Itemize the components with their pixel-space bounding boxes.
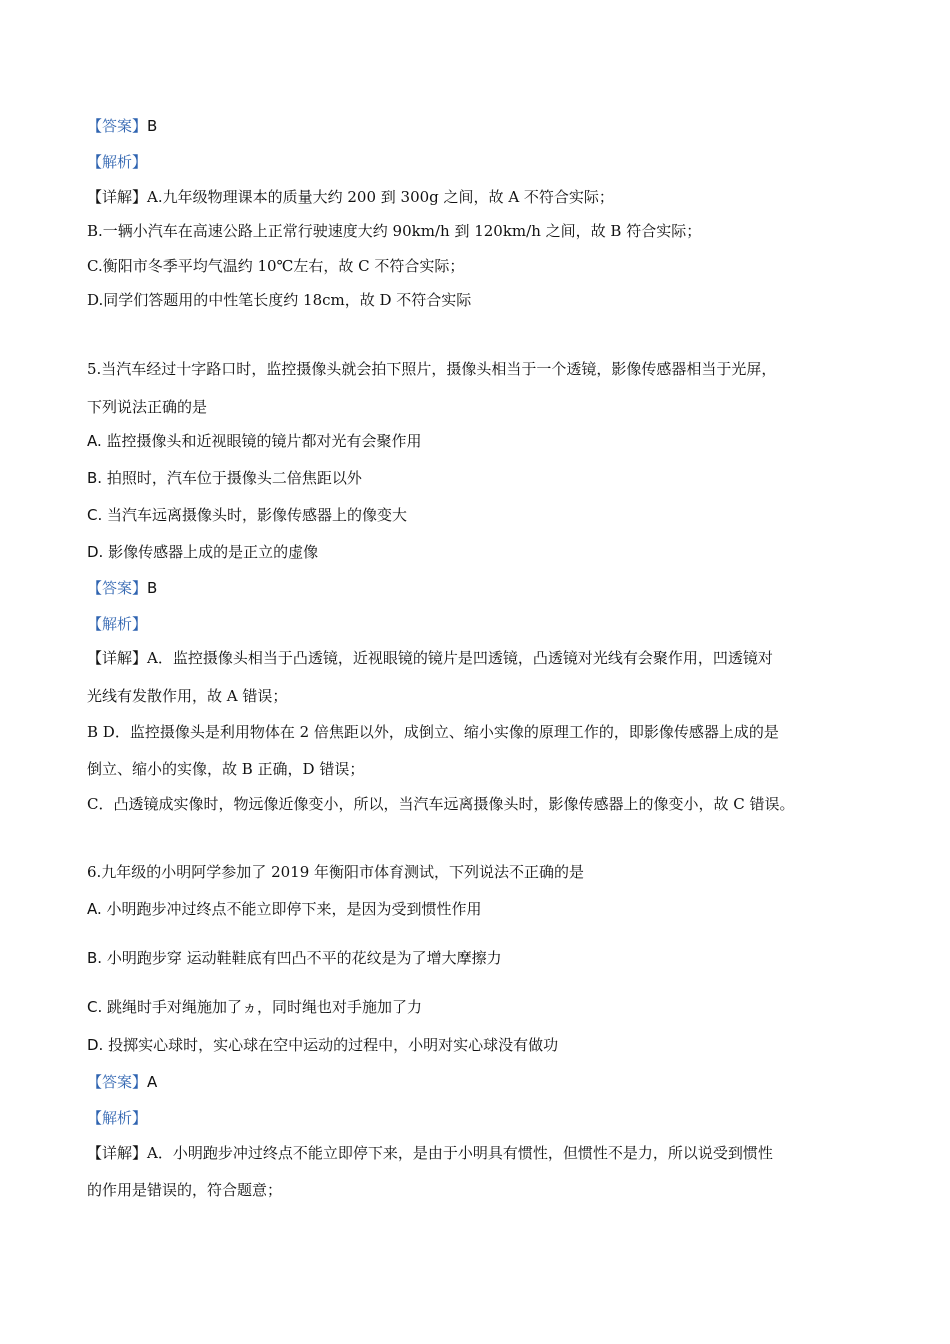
detail-text: A．小明跑步冲过终点不能立即停下来，是由于小明具有惯性，但惯性不是力，所以说受到惯性: [147, 1144, 773, 1162]
q5-detail-line-4: C．凸透镜成实像时，物远像近像变小，所以，当汽车远离摄像头时，影像传感器上的像变小，故 C 错误。: [87, 795, 795, 813]
q6-analysis: [87, 1108, 147, 1128]
q4-analysis: [87, 152, 147, 172]
q6-option-c: C. 跳绳时手对绳施加了ヵ，同时绳也对手施加了力: [87, 998, 423, 1016]
answer-tag: 【答案】: [87, 579, 148, 597]
q6-detail-line-0: [87, 1143, 773, 1163]
answer-value: B: [147, 117, 158, 135]
answer-value: A: [147, 1073, 158, 1091]
q5-detail-line-3: 倒立、缩小的实像，故 B 正确，D 错误；: [87, 760, 365, 778]
analysis-tag: 【解析】: [87, 1109, 148, 1127]
q6-option-a: A. 小明跑步冲过终点不能立即停下来，是因为受到惯性作用: [87, 900, 482, 918]
q5-detail-line-2: B D．监控摄像头是利用物体在 2 倍焦距以外，成倒立、缩小实像的原理工作的，即影像传感器上成的是: [87, 723, 779, 741]
q5-detail-line-0: [87, 648, 773, 668]
q6-detail-line-1: 的作用是错误的，符合题意；: [87, 1181, 283, 1199]
q4-detail-line-0: [87, 187, 614, 207]
q5-stem-line-1: 下列说法正确的是: [87, 398, 208, 416]
q5-analysis: [87, 614, 147, 634]
answer-tag: 【答案】: [87, 1073, 148, 1091]
detail-text: A.九年级物理课本的质量大约 200 到 300g 之间，故 A 不符合实际；: [147, 188, 614, 206]
detail-tag: 【详解】: [87, 188, 148, 206]
answer-tag: 【答案】: [87, 117, 148, 135]
q5-option-d: D. 影像传感器上成的是正立的虚像: [87, 543, 319, 561]
detail-text: A．监控摄像头相当于凸透镜，近视眼镜的镜片是凹透镜，凸透镜对光线有会聚作用，凹透镜对: [147, 649, 773, 667]
q4-detail-line-2: C.衡阳市冬季平均气温约 10℃左右，故 C 不符合实际；: [87, 257, 465, 275]
q4-detail-line-1: B.一辆小汽车在高速公路上正常行驶速度大约 90km/h 到 120km/h 之间，故 B 符合实际；: [87, 222, 702, 240]
q4-answer: [87, 116, 157, 136]
q5-option-c: C. 当汽车远离摄像头时，影像传感器上的像变大: [87, 506, 408, 524]
q6-option-b: B. 小明跑步穿 运动鞋鞋底有凹凸不平的花纹是为了增大摩擦力: [87, 949, 502, 967]
q5-detail-line-1: 光线有发散作用，故 A 错误；: [87, 687, 288, 705]
analysis-tag: 【解析】: [87, 615, 148, 633]
q5-stem-line-0: 5.当汽车经过十字路口时，监控摄像头就会拍下照片，摄像头相当于一个透镜，影像传感器相当于光屏，: [87, 360, 777, 378]
q6-answer: [87, 1072, 157, 1092]
q6-stem: 6.九年级的小明阿学参加了 2019 年衡阳市体育测试，下列说法不正确的是: [87, 863, 585, 881]
q5-option-b: B. 拍照时，汽车位于摄像头二倍焦距以外: [87, 469, 362, 487]
q5-option-a: A. 监控摄像头和近视眼镜的镜片都对光有会聚作用: [87, 432, 422, 450]
answer-value: B: [147, 579, 158, 597]
q4-detail-line-3: D.同学们答题用的中性笔长度约 18cm，故 D 不符合实际: [87, 291, 472, 309]
detail-tag: 【详解】: [87, 1144, 148, 1162]
analysis-tag: 【解析】: [87, 153, 148, 171]
q6-option-d: D. 投掷实心球时，实心球在空中运动的过程中，小明对实心球没有做功: [87, 1036, 559, 1054]
detail-tag: 【详解】: [87, 649, 148, 667]
q5-answer: [87, 578, 157, 598]
